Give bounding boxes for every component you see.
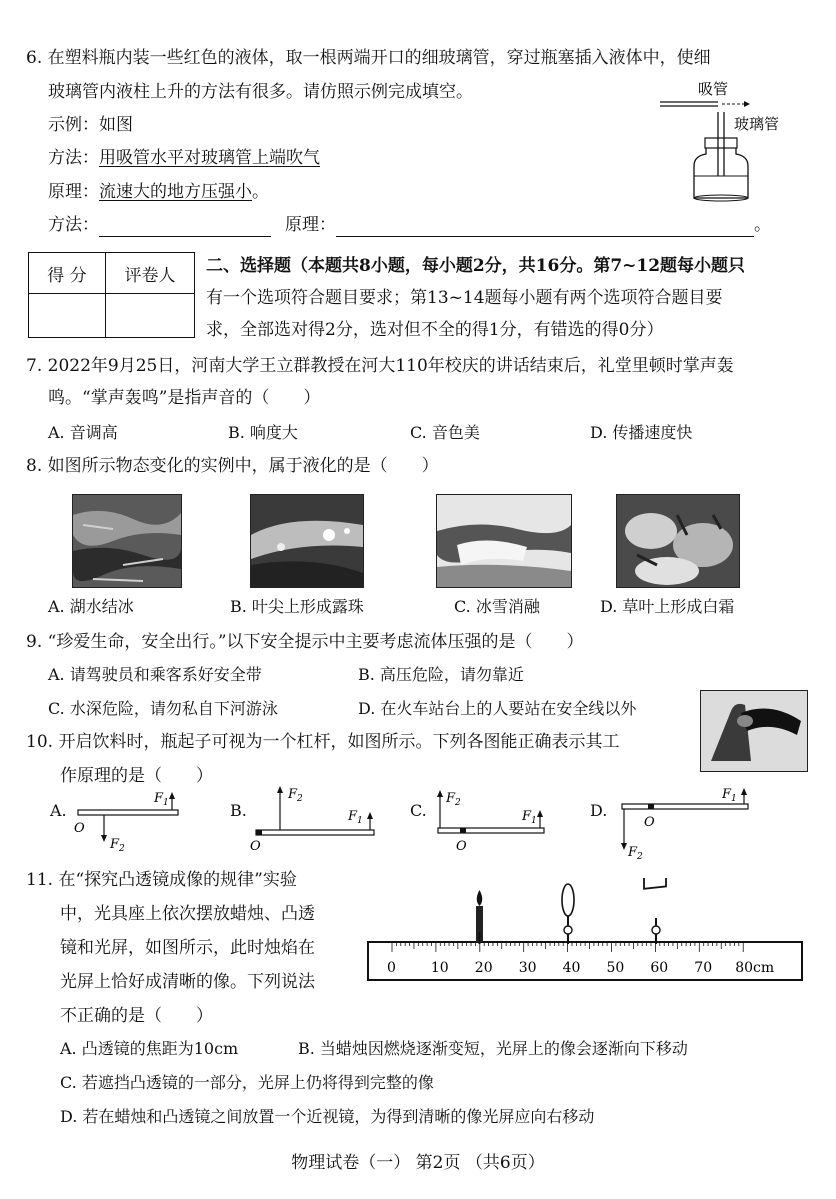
bottle-stopper <box>705 138 737 148</box>
score-table <box>28 252 195 338</box>
svg-text:O: O <box>456 839 467 854</box>
q8-option-b[interactable]: B. 叶尖上形成露珠 <box>230 597 364 616</box>
q11-option-b[interactable]: B. 当蜡烛因燃烧逐渐变短，光屏上的像会逐渐向下移动 <box>298 1039 688 1058</box>
ruler-tick-label: 50 <box>606 960 625 976</box>
q11-line1: 11. 在“探究凸透镜成像的规律”实验 <box>26 870 297 890</box>
q9-option-a[interactable]: A. 请驾驶员和乘客系好安全带 <box>48 665 262 684</box>
grader-header: 评卷人 <box>124 266 176 286</box>
f2-label: F <box>110 837 120 852</box>
convex-lens <box>562 884 574 944</box>
q7-option-a[interactable]: A. 音调高 <box>48 423 118 442</box>
q6-method-label: 方法： <box>48 148 99 168</box>
q6-principle-blank[interactable] <box>336 218 754 237</box>
svg-text:F2: $F_2$ <box>110 837 125 854</box>
light-screen <box>644 878 666 944</box>
q9-option-d[interactable]: D. 在火车站台上的人要站在安全线以外 <box>358 699 637 718</box>
ruler-tick-label: 0 <box>387 960 396 976</box>
q10-line1: 10. 开启饮料时，瓶起子可视为一个杠杆，如图所示。下列各图能正确表示其工 <box>26 732 620 752</box>
q11-line4: 光屏上恰好成清晰的像。下列说法 <box>60 972 315 992</box>
photo-frost-on-grass <box>616 494 740 588</box>
q9-option-b[interactable]: B. 高压危险，请勿靠近 <box>358 665 524 684</box>
q7-option-b[interactable]: B. 响度大 <box>228 423 298 442</box>
q6-principle-text: 流速大的地方压强小 <box>99 182 252 202</box>
q6-method-text: 用吸管水平对玻璃管上端吹气 <box>99 148 320 168</box>
q9-line1: 9. “珍爱生命，安全出行。”以下安全提示中主要考虑流体压强的是（ ） <box>26 632 584 652</box>
q6-fill-principle-label: 原理： <box>285 215 336 235</box>
photo-bottle-opener <box>700 690 808 772</box>
svg-text:F2: $F_2$ <box>628 845 643 862</box>
photo-frozen-lake <box>72 494 182 588</box>
q11-option-c[interactable]: C. 若遮挡凸透镜的一部分，光屏上仍将得到完整的像 <box>60 1073 434 1092</box>
page-footer: 物理试卷（一） 第2页 （共6页） <box>291 1153 545 1173</box>
q8-option-d[interactable]: D. 草叶上形成白霜 <box>600 597 735 616</box>
section2-line2: 有一个选项符合题目要求；第13~14题每小题有两个选项符合题目要 <box>206 288 723 308</box>
ruler-tick-label: 10 <box>430 960 449 976</box>
svg-text:F1: $F_1$ <box>348 809 363 826</box>
fulcrum-o-label: O <box>74 821 85 836</box>
q6-fill-method-label: 方法： <box>48 215 99 235</box>
ruler-tick-label: 30 <box>518 960 537 976</box>
grader-cell[interactable] <box>106 294 194 337</box>
svg-text:F1: $F_1$ <box>154 791 169 808</box>
photo-dew-on-leaf <box>250 494 364 588</box>
q6-line1: 6. 在塑料瓶内装一些红色的液体，取一根两端开口的细玻璃管，穿过瓶塞插入液体中，使细 <box>26 48 711 68</box>
score-header: 得 分 <box>47 266 87 286</box>
q6-principle <box>48 180 269 204</box>
ruler-tick-label: 60 <box>650 960 669 976</box>
straw-label: 吸管 <box>698 80 729 98</box>
score-cell[interactable] <box>29 294 105 337</box>
q6-method <box>48 146 320 170</box>
section2-line1: 二、选择题（本题共8小题，每小题2分，共16分。第7~12题每小题只 <box>206 256 746 276</box>
candle <box>476 890 483 944</box>
q7-line1: 7. 2022年9月25日，河南大学王立群教授在河大110年校庆的讲话结束后，礼堂里顿时掌声轰 <box>26 356 734 376</box>
q8-option-c[interactable]: C. 冰雪消融 <box>454 597 540 616</box>
ruler-tick-label: 40 <box>562 960 581 976</box>
q10-option-c[interactable]: C. <box>410 801 427 820</box>
svg-text:F2: $F_2$ <box>288 787 303 804</box>
q10-option-b[interactable]: B. <box>230 801 247 820</box>
svg-text:F1: $F_1$ <box>522 809 537 826</box>
photo-melting-snow <box>436 494 572 588</box>
q6-principle-label: 原理： <box>48 182 99 202</box>
q11-option-d[interactable]: D. 若在蜡烛和凸透镜之间放置一个近视镜，为得到清晰的像光屏应向右移动 <box>60 1107 595 1126</box>
q6-fill-row <box>48 213 771 237</box>
lever-diagram-b <box>246 780 386 852</box>
lever-bar <box>78 810 178 815</box>
q10-line2: 作原理的是（ ） <box>60 766 213 786</box>
q7-line2: 鸣。“掌声轰鸣”是指声音的（ ） <box>48 388 321 408</box>
section2-line3: 求，全部选对得2分，选对但不全的得1分，有错选的得0分） <box>206 320 664 340</box>
q10-option-d[interactable]: D. <box>590 801 608 820</box>
q6-method-blank[interactable] <box>99 218 271 237</box>
q6-line2: 玻璃管内液柱上升的方法有很多。请仿照示例完成填空。 <box>48 82 473 102</box>
q8-option-a[interactable]: A. 湖水结冰 <box>48 597 134 616</box>
lever-diagram-a <box>68 786 188 858</box>
svg-text:O: O <box>644 815 655 830</box>
tube-label: 玻璃管 <box>734 115 780 133</box>
q6-fill-end: 。 <box>754 215 771 235</box>
q11-line5: 不正确的是（ ） <box>60 1006 213 1026</box>
q7-option-c[interactable]: C. 音色美 <box>410 423 480 442</box>
bottle-body <box>694 148 748 198</box>
optical-bench-figure <box>366 878 806 984</box>
ruler-tick-label: 20 <box>474 960 493 976</box>
q6-example: 示例：如图 <box>48 115 133 135</box>
lever-diagram-c <box>426 784 556 856</box>
bottle-figure <box>650 80 800 205</box>
svg-text:O: O <box>250 839 261 852</box>
q11-option-a[interactable]: A. 凸透镜的焦距为10cm <box>60 1039 239 1058</box>
svg-text:F1: $F_1$ <box>722 787 737 804</box>
q11-line2: 中，光具座上依次摆放蜡烛、凸透 <box>60 904 315 924</box>
q9-option-c[interactable]: C. 水深危险，请勿私自下河游泳 <box>48 699 278 718</box>
q11-line3: 镜和光屏，如图所示，此时烛焰在 <box>60 938 315 958</box>
q10-option-a[interactable]: A. <box>50 801 67 820</box>
q7-option-d[interactable]: D. 传播速度快 <box>590 423 693 442</box>
ruler-tick-label: 80cm <box>735 960 775 976</box>
svg-text:F2: $F_2$ <box>446 791 461 808</box>
q8-line1: 8. 如图所示物态变化的实例中，属于液化的是（ ） <box>26 456 439 476</box>
lever-diagram-d <box>610 782 760 862</box>
f1-label: F <box>154 791 164 806</box>
ruler-tick-label: 70 <box>694 960 713 976</box>
q6-principle-end: 。 <box>252 182 269 202</box>
